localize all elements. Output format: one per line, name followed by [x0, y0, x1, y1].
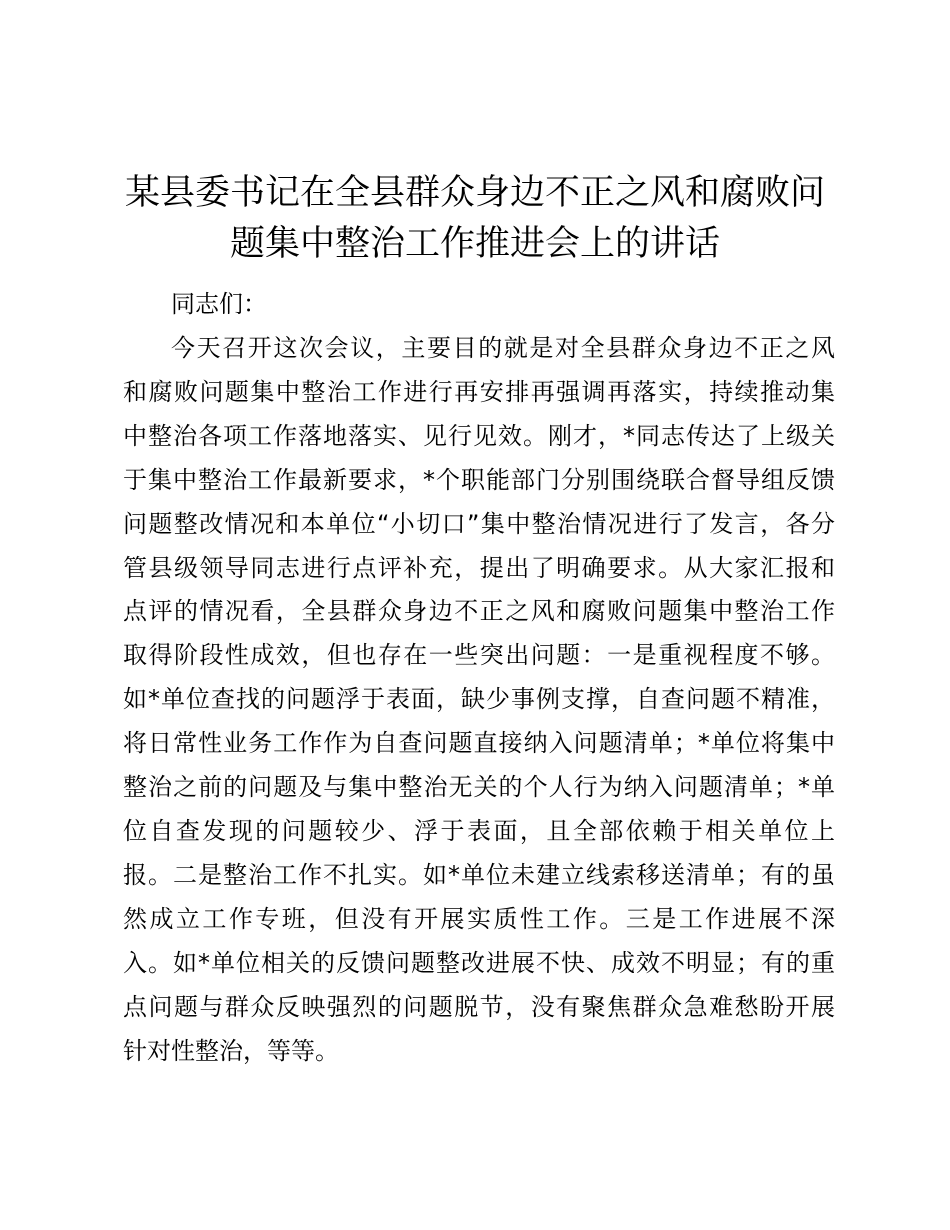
- body-line: 点评的情况看，全县群众身边不正之风和腐败问题集中整治工作: [123, 597, 835, 626]
- body-line: 入。如*单位相关的反馈问题整改进展不快、成效不明显；有的重: [123, 948, 835, 977]
- title-line-2: 题集中整治工作推进会上的讲话: [229, 224, 720, 264]
- title-line-1: 某县委书记在全县群众身边不正之风和腐败问: [124, 173, 825, 213]
- body-line: 取得阶段性成效，但也存在一些突出问题：一是重视程度不够。: [123, 641, 835, 670]
- body-line: 整治之前的问题及与集中整治无关的个人行为纳入问题清单；*单: [123, 773, 835, 802]
- body-line: 今天召开这次会议，主要目的就是对全县群众身边不正之风: [171, 334, 835, 362]
- body-line: 问题整改情况和本单位“小切口”集中整治情况进行了发言，各分: [123, 509, 835, 538]
- body-line: 和腐败问题集中整治工作进行再安排再强调再落实，持续推动集: [123, 377, 835, 406]
- body-line: 针对性整治，等等。: [123, 1036, 339, 1065]
- body-line: 如*单位查找的问题浮于表面，缺少事例支撑，自查问题不精准，: [123, 685, 835, 714]
- body-line: 位自查发现的问题较少、浮于表面，且全部依赖于相关单位上: [123, 816, 835, 845]
- body-line: 管县级领导同志进行点评补充，提出了明确要求。从大家汇报和: [123, 553, 835, 582]
- body-line: 中整治各项工作落地落实、见行见效。刚才，*同志传达了上级关: [123, 421, 835, 450]
- body-line: 点问题与群众反映强烈的问题脱节，没有聚焦群众急难愁盼开展: [123, 992, 835, 1021]
- body-line: 将日常性业务工作作为自查问题直接纳入问题清单；*单位将集中: [123, 729, 835, 758]
- document-title: [120, 168, 830, 270]
- body-line: 报。二是整治工作不扎实。如*单位未建立线索移送清单；有的虽: [123, 860, 835, 889]
- body-line: 然成立工作专班，但没有开展实质性工作。三是工作进展不深: [123, 904, 835, 933]
- body-line: 于集中整治工作最新要求，*个职能部门分别围绕联合督导组反馈: [123, 465, 835, 494]
- greeting: 同志们：: [171, 290, 267, 318]
- body-paragraph: [123, 327, 835, 1073]
